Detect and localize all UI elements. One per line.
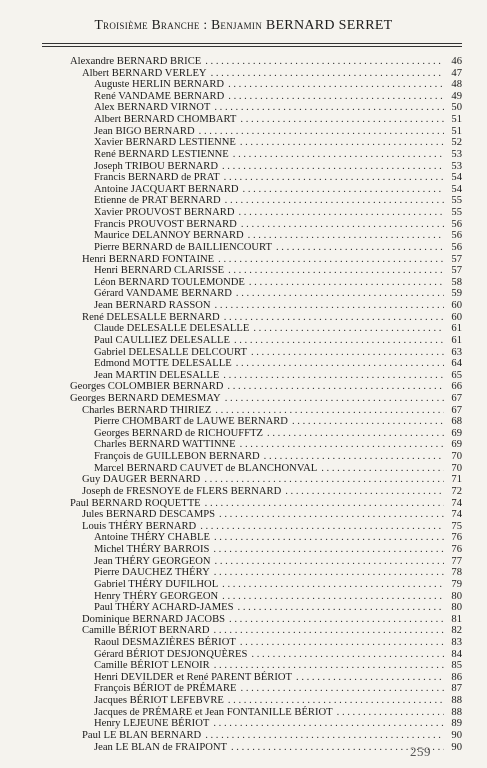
dot-leader	[240, 439, 444, 451]
toc-entry	[82, 521, 462, 533]
toc-entry	[94, 277, 462, 289]
toc-entry-page: 78	[451, 567, 462, 579]
toc-entry-page: 56	[451, 218, 462, 230]
toc-entry	[94, 637, 462, 649]
toc-entry-name: Camille BÉRIOT BERNARD	[82, 625, 210, 637]
toc-entry-name: Gérard BÉRIOT DESJONQUÈRES	[94, 648, 248, 660]
toc-entry-page: 90	[451, 729, 462, 741]
toc-entry	[70, 381, 462, 393]
toc-entry-name: Paul BERNARD ROQUETTE	[70, 497, 201, 509]
dot-leader	[241, 219, 444, 231]
toc-entry	[94, 172, 462, 184]
toc-entry-page: 55	[451, 195, 462, 207]
dot-leader	[285, 486, 444, 498]
toc-entry-name: Dominique BERNARD JACOBS	[82, 613, 226, 625]
toc-entry-page: 76	[451, 532, 462, 544]
toc-entry-page: 56	[451, 241, 462, 253]
toc-entry-name: Paul LE BLAN BERNARD	[82, 729, 202, 741]
toc-entry-name: Charles BERNARD WATTINNE	[94, 439, 236, 451]
toc-entry-name: Henri BERNARD FONTAINE	[82, 253, 215, 265]
toc-entry-name: François de GUILLEBON BERNARD	[94, 451, 260, 463]
dot-leader	[321, 463, 444, 475]
toc-entry-page: 67	[451, 404, 462, 416]
toc-entry-name: Henri DEVILDER et René PARENT BÉRIOT	[94, 671, 293, 683]
toc-entry-page: 69	[451, 439, 462, 451]
toc-entry-page: 82	[451, 625, 462, 637]
toc-entry-page: 50	[451, 102, 462, 114]
toc-entry-page: 89	[451, 718, 462, 730]
toc-entry-page: 49	[451, 90, 462, 102]
toc-entry	[82, 254, 462, 266]
dot-leader	[222, 161, 444, 173]
toc-entry-name: Pierre CHOMBART de LAUWE BERNARD	[94, 416, 288, 428]
toc-entry-name: Jean BERNARD RASSON	[94, 300, 211, 312]
toc-entry-page: 61	[451, 334, 462, 346]
toc-entry-page: 46	[451, 56, 462, 67]
toc-entry	[70, 393, 462, 405]
toc-entry-name: Gabriel DELESALLE DELCOURT	[94, 346, 247, 358]
toc-entry-page: 47	[451, 67, 462, 79]
toc-entry-name: Maurice DELANNOY BERNARD	[94, 230, 244, 242]
toc-entry-name: Francis PROUVOST BERNARD	[94, 218, 237, 230]
toc-entry	[94, 579, 462, 591]
toc-entry-name: Xavier PROUVOST BERNARD	[94, 207, 235, 219]
toc-entry	[70, 56, 462, 68]
toc-entry-page: 58	[451, 276, 462, 288]
toc-entry	[94, 300, 462, 312]
toc-entry-page: 68	[451, 416, 462, 428]
toc-entry-name: Louis THÉRY BERNARD	[82, 520, 197, 532]
toc-entry	[94, 695, 462, 707]
toc-entry	[94, 242, 462, 254]
toc-entry	[94, 358, 462, 370]
toc-entry-page: 85	[451, 660, 462, 672]
toc-entry-name: Henri BERNARD CLARISSE	[94, 265, 225, 277]
dot-leader	[228, 695, 444, 707]
toc-entry	[82, 625, 462, 637]
dot-leader	[240, 114, 444, 126]
toc-entry-name: Pierre BERNARD de BAILLIENCOURT	[94, 241, 272, 253]
toc-entry-name: Michel THÉRY BARROIS	[94, 544, 210, 556]
toc-entry	[94, 161, 462, 173]
toc-entry-page: 86	[451, 671, 462, 683]
toc-entry-page: 51	[451, 114, 462, 126]
toc-entry	[82, 405, 462, 417]
toc-entry	[94, 416, 462, 428]
toc-entry-page: 88	[451, 706, 462, 718]
toc-entry-page: 88	[451, 695, 462, 707]
toc-entry	[94, 556, 462, 568]
toc-entry	[94, 207, 462, 219]
dot-leader	[234, 335, 444, 347]
dot-leader	[251, 649, 444, 661]
toc-entry-name: François BÉRIOT de PRÉMARE	[94, 683, 237, 695]
dot-leader	[253, 323, 444, 335]
dot-leader	[213, 544, 444, 556]
toc-entry	[82, 486, 462, 498]
toc-entry-name: Alexandre BERNARD BRICE	[70, 56, 202, 67]
toc-entry-name: Albert BERNARD CHOMBART	[94, 114, 237, 126]
toc-entry-name: Raoul DESMAZIÈRES BÉRIOT	[94, 637, 236, 648]
toc-entry	[94, 184, 462, 196]
toc-entry-page: 57	[451, 265, 462, 277]
toc-entry	[94, 718, 462, 730]
toc-entry-page: 67	[451, 392, 462, 404]
toc-entry-name: Léon BERNARD TOULEMONDE	[94, 276, 245, 288]
toc-entry	[82, 312, 462, 324]
page-number: 259	[410, 744, 431, 759]
toc-entry	[94, 195, 462, 207]
toc-entry	[94, 149, 462, 161]
dot-leader	[215, 556, 444, 568]
toc-entry-page: 76	[451, 544, 462, 556]
dot-leader	[228, 265, 444, 277]
toc-entry-name: Jean LE BLAN de FRAIPONT	[94, 741, 227, 753]
toc-entry	[94, 265, 462, 277]
toc-entry	[94, 428, 462, 440]
toc-entry-page: 74	[451, 509, 462, 521]
toc-entry-name: Edmond MOTTE DELESALLE	[94, 358, 232, 370]
dot-leader	[251, 347, 444, 359]
dot-leader	[200, 521, 444, 533]
toc-entry-name: René BERNARD LESTIENNE	[94, 148, 229, 160]
dot-leader	[204, 474, 444, 486]
toc-entry-page: 90	[451, 741, 462, 753]
toc-entry	[94, 742, 462, 754]
dot-leader	[225, 393, 444, 405]
dot-leader	[214, 660, 444, 672]
toc-entry	[94, 532, 462, 544]
toc-entry-name: Paul CAULLIEZ DELESALLE	[94, 334, 230, 346]
toc-entry-name: Antoine JACQUART BERNARD	[94, 183, 239, 195]
toc-entry	[94, 660, 462, 672]
dot-leader	[227, 381, 444, 393]
toc-entry-name: Jacques de PRÉMARE et Jean FONTANILLE BÉRIOT	[94, 706, 333, 718]
toc-entry-page: 55	[451, 207, 462, 219]
dot-leader	[205, 498, 444, 510]
dot-leader	[267, 428, 444, 440]
toc-entry-name: Jules BERNARD DESCAMPS	[82, 509, 216, 521]
toc-entry-page: 66	[451, 381, 462, 393]
toc-entry-name: Alex BERNARD VIRNOT	[94, 102, 211, 114]
toc-entry	[70, 498, 462, 510]
toc-entry	[94, 79, 462, 91]
toc-entry-page: 80	[451, 602, 462, 614]
toc-entry	[82, 68, 462, 80]
toc-entry-name: Camille BÉRIOT LENOIR	[94, 660, 210, 672]
toc-entry-page: 53	[451, 160, 462, 172]
dot-leader	[218, 254, 444, 266]
toc-entry-name: Marcel BERNARD CAUVET de BLANCHONVAL	[94, 462, 318, 474]
dot-leader	[229, 614, 444, 626]
toc-entry	[94, 230, 462, 242]
toc-entry-page: 54	[451, 183, 462, 195]
toc-entry-page: 81	[451, 613, 462, 625]
toc-entry	[94, 347, 462, 359]
toc-entry	[94, 591, 462, 603]
toc-entry-page: 65	[451, 369, 462, 381]
toc-entry-name: Joseph de FRESNOYE de FLERS BERNARD	[82, 485, 282, 497]
toc-entry	[94, 126, 462, 138]
toc-entry-name: Pierre DAUCHEZ THÉRY	[94, 567, 210, 579]
toc-entry	[94, 544, 462, 556]
dot-leader	[224, 172, 444, 184]
toc-entry-page: 63	[451, 346, 462, 358]
running-header	[0, 17, 487, 34]
toc-entry-name: Etienne de PRAT BERNARD	[94, 195, 221, 207]
toc-entry-page: 71	[451, 474, 462, 486]
toc-entry-page: 72	[451, 485, 462, 497]
dot-leader	[292, 416, 444, 428]
toc-entry-name: Henry THÉRY GEORGEON	[94, 590, 219, 602]
dot-leader	[214, 532, 444, 544]
dot-leader	[211, 68, 444, 80]
toc-entry	[94, 439, 462, 451]
toc-entry-name: Jacques BÉRIOT LEFEBVRE	[94, 695, 224, 707]
dot-leader	[238, 602, 444, 614]
dot-leader	[240, 137, 444, 149]
dot-leader	[243, 184, 444, 196]
toc-entry-page: 60	[451, 300, 462, 312]
toc-entry	[94, 463, 462, 475]
dot-leader	[236, 358, 444, 370]
toc-entry-name: Gabriel THÉRY DUFILHOL	[94, 578, 219, 590]
toc-entry-page: 51	[451, 125, 462, 137]
toc-entry-name: Charles BERNARD THIRIEZ	[82, 404, 212, 416]
dot-leader	[219, 509, 444, 521]
header-separator: :	[199, 17, 212, 32]
toc-entry-page: 77	[451, 555, 462, 567]
toc-entry-name: Paul THÉRY ACHARD-JAMES	[94, 602, 234, 614]
toc-entry	[94, 672, 462, 684]
dot-leader	[205, 730, 444, 742]
toc-entry	[94, 649, 462, 661]
dot-leader	[215, 300, 444, 312]
dot-leader	[224, 312, 444, 324]
toc-entry-name: Guy DAUGER BERNARD	[82, 474, 201, 486]
toc-entry	[94, 335, 462, 347]
dot-leader	[223, 370, 444, 382]
toc-entry	[94, 102, 462, 114]
toc-entry	[82, 509, 462, 521]
toc-entry-name: Gérard VANDAME BERNARD	[94, 288, 232, 300]
dot-leader	[214, 567, 444, 579]
toc-entry-name: Joseph TRIBOU BERNARD	[94, 160, 218, 172]
toc-entry-page: 61	[451, 323, 462, 335]
toc-entry	[94, 567, 462, 579]
toc-entry-page: 75	[451, 520, 462, 532]
toc-entry-name: Claude DELESALLE DELESALLE	[94, 323, 250, 335]
toc-entry-page: 87	[451, 683, 462, 695]
toc-entry	[82, 730, 462, 742]
toc-entry-name: Antoine THÉRY CHABLE	[94, 532, 210, 544]
dot-leader	[337, 707, 444, 719]
dot-leader	[222, 591, 444, 603]
dot-leader	[236, 288, 444, 300]
toc-entry	[94, 114, 462, 126]
toc-entry	[94, 91, 462, 103]
toc-entry-name: Francis BERNARD de PRAT	[94, 172, 220, 184]
dot-leader	[214, 625, 444, 637]
dot-leader	[199, 126, 444, 138]
toc-entry	[94, 370, 462, 382]
toc-entry	[94, 219, 462, 231]
dot-leader	[215, 405, 444, 417]
dot-leader	[249, 277, 444, 289]
dot-leader	[276, 242, 444, 254]
toc-entry-page: 83	[451, 637, 462, 648]
toc-entry	[82, 614, 462, 626]
toc-entry-name: Jean MARTIN DELESALLE	[94, 369, 220, 381]
toc-entry-page: 57	[451, 253, 462, 265]
toc-entry-name: Georges COLOMBIER BERNARD	[70, 381, 224, 393]
dot-leader	[205, 56, 444, 68]
dot-leader	[214, 102, 444, 114]
toc-entry-name: Georges BERNARD DEMESMAY	[70, 392, 221, 404]
toc-entry-name: Jean BIGO BERNARD	[94, 125, 195, 137]
toc-entry	[82, 474, 462, 486]
toc-entry-page: 48	[451, 79, 462, 91]
toc-entry	[94, 288, 462, 300]
dot-leader	[238, 207, 444, 219]
dot-leader	[228, 79, 444, 91]
toc-entry	[94, 602, 462, 614]
dot-leader	[296, 672, 444, 684]
toc-entry-name: René DELESALLE BERNARD	[82, 311, 220, 323]
toc-entry-page: 54	[451, 172, 462, 184]
toc-entry	[94, 137, 462, 149]
header-surname: BERNARD SERRET	[262, 18, 393, 33]
toc-entry-page: 52	[451, 137, 462, 149]
toc-entry-name: Henry LEJEUNE BÉRIOT	[94, 718, 210, 730]
dot-leader	[222, 579, 444, 591]
dot-leader	[225, 195, 444, 207]
toc-entry	[94, 323, 462, 335]
toc-entry-name: Jean THÉRY GEORGEON	[94, 555, 211, 567]
toc-entry-page: 79	[451, 578, 462, 590]
dot-leader	[240, 637, 444, 649]
toc-entry-page: 64	[451, 358, 462, 370]
toc-entry	[94, 707, 462, 719]
dot-leader	[233, 149, 444, 161]
toc-entry-page: 69	[451, 427, 462, 439]
toc-entry-name: Xavier BERNARD LESTIENNE	[94, 137, 236, 149]
dot-leader	[213, 718, 444, 730]
dot-leader	[264, 451, 444, 463]
toc-entry-page: 53	[451, 148, 462, 160]
toc-entry-page: 70	[451, 451, 462, 463]
toc-entry-page: 70	[451, 462, 462, 474]
toc-entry-page: 74	[451, 497, 462, 509]
header-first-name: Benjamin	[211, 17, 263, 32]
toc-entry-name: Albert BERNARD VERLEY	[82, 67, 207, 79]
header-branch: Troisième Branche	[94, 17, 200, 32]
toc-entry-page: 56	[451, 230, 462, 242]
toc-entry-page: 60	[451, 311, 462, 323]
toc-entry	[94, 683, 462, 695]
toc-entry-name: René VANDAME BERNARD	[94, 90, 225, 102]
toc-entry	[94, 451, 462, 463]
toc-entry-page: 80	[451, 590, 462, 602]
toc-entry-page: 59	[451, 288, 462, 300]
dot-leader	[228, 91, 444, 103]
toc-entry-name: Georges BERNARD de RICHOUFFTZ	[94, 427, 264, 439]
toc-entry-page: 84	[451, 648, 462, 660]
header-rule	[42, 43, 462, 47]
dot-leader	[241, 683, 444, 695]
toc-entry-name: Auguste HERLIN BERNARD	[94, 79, 225, 91]
dot-leader	[248, 230, 444, 242]
